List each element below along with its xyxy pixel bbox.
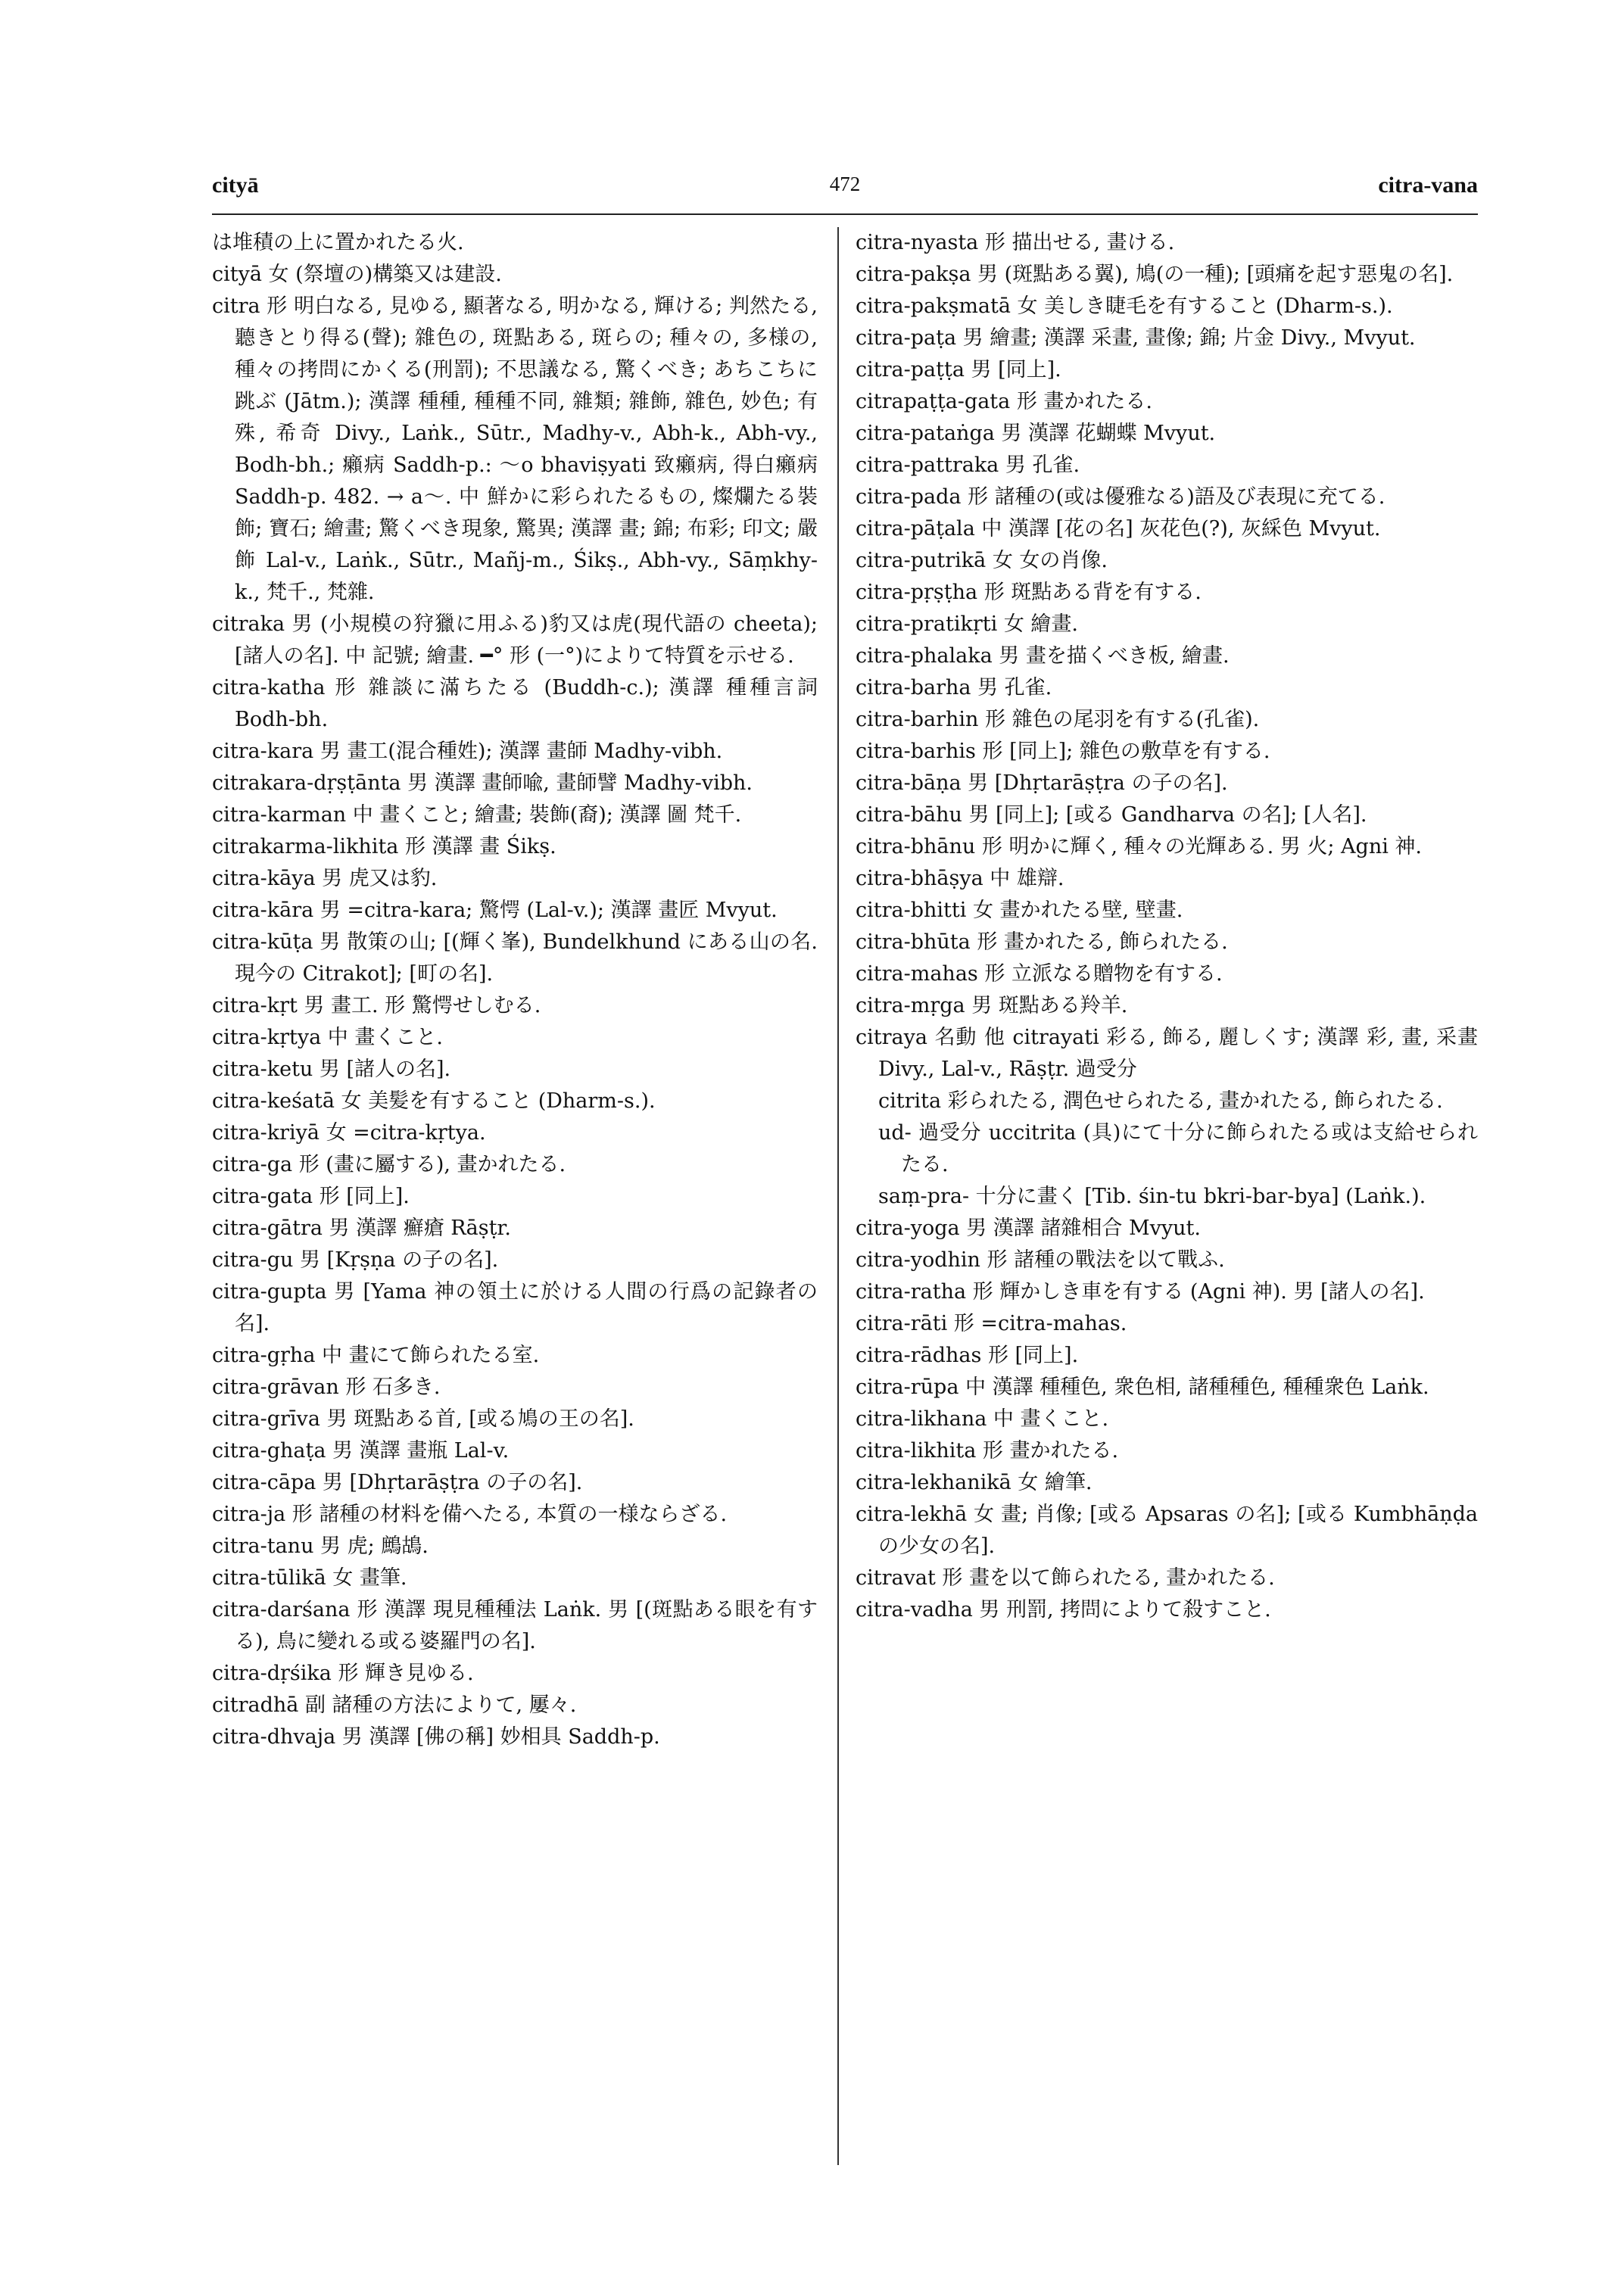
dictionary-entry: citra-gupta 男 [Yama 神の領土に於ける人間の行爲の記錄者の名]. <box>212 1280 818 1335</box>
dictionary-entry: citra-gṛha 中 畫にて飾られたる室. <box>212 1344 540 1367</box>
dictionary-entry: citra-mahas 形 立派なる贈物を有する. <box>856 962 1223 986</box>
dictionary-entry: citra-paṭṭa 男 [同上]. <box>856 358 1061 382</box>
dictionary-entry: citra 形 明白なる, 見ゆる, 顯著なる, 明かなる, 輝ける; 判然たる, 聽きとり得る(聲); 雜色の, 斑點ある, 斑らの; 種々の, 多様の, 種々の拷問にかくる(刑罰); 不思議なる, 驚くべき; あちこちに跳ぶ (Jātm.); 漢譯 種種, 種種不同, 雜類; 雜飾, 雜色, 妙色; 有殊, 希奇 Divy., Laṅk., Sūtr., Madhy-v., Abh-k., Abh-vy., Bodh-bh.; 癩病 Saddh-p.: ～o bhaviṣyati 致癩病, 得白癩病 Saddh-p. 482. → a～. 中 鮮かに彩られたるもの, 燦爛たる裝飾; 寶石; 繪畫; 驚くべき現象, 驚異; 漢譯 畫; 錦; 布彩; 印文; 嚴飾 Lal-v., Laṅk., Sūtr., Mañj-m., Śikṣ., Abh-vy., Sāṃkhy-k., 梵千., 梵雜. <box>212 294 818 604</box>
dictionary-entry: citra-kṛt 男 畫工. 形 驚愕せしむる. <box>212 994 541 1017</box>
header-rule <box>212 213 1478 215</box>
dictionary-entry: citra-yoga 男 漢譯 諸雜相合 Mvyut. <box>856 1217 1201 1240</box>
dictionary-entry: citra-pakṣa 男 (斑點ある翼), 鳩(の一種); [頭痛を起す惡鬼の名]. <box>856 263 1454 286</box>
dictionary-entry: citra-ghaṭa 男 漢譯 畫瓶 Lal-v. <box>212 1439 510 1463</box>
dictionary-entry: citra-gātra 男 漢譯 癬瘡 Rāṣṭr. <box>212 1217 511 1240</box>
dictionary-entry: citra-dṛśika 形 輝き見ゆる. <box>212 1662 474 1685</box>
dictionary-entry: citra-tūlikā 女 畫筆. <box>212 1566 407 1590</box>
dictionary-entry: は堆積の上に置かれたる火. <box>212 231 464 254</box>
dictionary-entry: citra-likhita 形 畫かれたる. <box>856 1439 1119 1463</box>
dictionary-entry: citra-bhāṣya 中 雄辯. <box>856 867 1064 890</box>
dictionary-entry: citraka 男 (小規模の狩獵に用ふる)豹又は虎(現代語の cheeta); [諸人の名]. 中 記號; 繪畫. ━° 形 (一°)によりて特質を示せる. <box>212 612 818 668</box>
dictionary-entry: citra-paṭa 男 繪畫; 漢譯 采畫, 畫像; 錦; 片金 Divy., Mvyut. <box>856 326 1416 350</box>
dictionary-entry: citra-pataṅga 男 漢譯 花蝴蝶 Mvyut. <box>856 422 1216 445</box>
left-column <box>212 227 818 2180</box>
dictionary-entry: citra-pattraka 男 孔雀. <box>856 453 1080 477</box>
dictionary-entry: citra-ratha 形 輝かしき車を有する (Agni 神). 男 [諸人の名]. <box>856 1280 1425 1304</box>
dictionary-entry: citra-dhvaja 男 漢譯 [佛の稱] 妙相具 Saddh-p. <box>212 1725 660 1749</box>
dictionary-entry: citra-rāti 形 =citra-mahas. <box>856 1312 1127 1335</box>
dictionary-entry: citra-ketu 男 [諸人の名]. <box>212 1058 451 1081</box>
dictionary-entry: citra-barha 男 孔雀. <box>856 676 1052 699</box>
dictionary-subentry: saṃ-pra- 十分に畫く [Tib. śin-tu bkri-bar-bya] (Laṅk.). <box>878 1185 1426 1208</box>
column-divider <box>837 227 839 2165</box>
dictionary-entry: citravat 形 畫を以て飾られたる, 畫かれたる. <box>856 1566 1275 1590</box>
right-column <box>856 227 1478 2180</box>
dictionary-entry: citra-gu 男 [Kṛṣṇa の子の名]. <box>212 1248 499 1272</box>
dictionary-entry: citra-bhitti 女 畫かれたる壁, 壁畫. <box>856 899 1183 922</box>
dictionary-entry: citra-nyasta 形 描出せる, 畫ける. <box>856 231 1175 254</box>
dictionary-entry: citra-bhūta 形 畫かれたる, 飾られたる. <box>856 930 1228 954</box>
dictionary-entry: citra-kāya 男 虎又は豹. <box>212 867 438 890</box>
right-running-headword: citra-vana <box>1378 173 1478 198</box>
dictionary-entry: citra-lekhā 女 畫; 肖像; [或る Apsaras の名]; [或る Kumbhāṇḍa の少女の名]. <box>856 1503 1478 1558</box>
dictionary-entry: citra-darśana 形 漢譯 現見種種法 Laṅk. 男 [(斑點ある眼を有する), 鳥に變れる或る婆羅門の名]. <box>212 1598 818 1653</box>
dictionary-subentry: ud- 過受分 uccitrita (具)にて十分に飾られたる或は支給せられたる. <box>878 1121 1478 1176</box>
dictionary-entry: citra-barhis 形 [同上]; 雜色の敷草を有する. <box>856 740 1270 763</box>
dictionary-entry: cityā 女 (祭壇の)構築又は建設. <box>212 263 502 286</box>
dictionary-entry: citra-tanu 男 虎; 鷓鴣. <box>212 1534 429 1558</box>
dictionary-entry: citra-bāṇa 男 [Dhṛtarāṣṭra の子の名]. <box>856 771 1228 795</box>
dictionary-entry: citra-likhana 中 畫くこと. <box>856 1407 1109 1431</box>
dictionary-entry: citra-kriyā 女 =citra-kṛtya. <box>212 1121 486 1145</box>
dictionary-entry: citra-kara 男 畫工(混合種姓); 漢譯 畫師 Madhy-vibh. <box>212 740 723 763</box>
page-header <box>212 173 1478 215</box>
page-number: 472 <box>829 173 861 195</box>
dictionary-entry: citra-kṛtya 中 畫くこと. <box>212 1026 443 1049</box>
dictionary-entry: citra-pratikṛti 女 繪畫. <box>856 612 1079 636</box>
dictionary-entry: citra-pṛṣṭha 形 斑點ある背を有する. <box>856 581 1202 604</box>
dictionary-entry: citra-putrikā 女 女の肖像. <box>856 549 1108 572</box>
left-running-headword: cityā <box>212 173 259 198</box>
dictionary-entry: citra-yodhin 形 諸種の戰法を以て戰ふ. <box>856 1248 1225 1272</box>
dictionary-entry: citra-bhānu 形 明かに輝く, 種々の光輝ある. 男 火; Agni 神. <box>856 835 1423 858</box>
dictionary-entry: citra-gata 形 [同上]. <box>212 1185 410 1208</box>
dictionary-entry: citra-ja 形 諸種の材料を備へたる, 本質の一様ならざる. <box>212 1503 728 1526</box>
dictionary-entry: citra-barhin 形 雜色の尾羽を有する(孔雀). <box>856 708 1260 731</box>
dictionary-subentry: citrita 彩られたる, 潤色せられたる, 畫かれたる, 飾られたる. <box>878 1089 1443 1113</box>
dictionary-entry: citrapaṭṭa-gata 形 畫かれたる. <box>856 390 1152 413</box>
dictionary-entry: citra-keśatā 女 美髪を有すること (Dharm-s.). <box>212 1089 656 1113</box>
dictionary-entry: citra-rādhas 形 [同上]. <box>856 1344 1079 1367</box>
dictionary-entry: citrakarma-likhita 形 漢譯 畫 Śikṣ. <box>212 835 556 858</box>
dictionary-entry: citra-cāpa 男 [Dhṛtarāṣṭra の子の名]. <box>212 1471 583 1494</box>
dictionary-entry: citra-kāra 男 =citra-kara; 驚愕 (Lal-v.); 漢譯 畫匠 Mvyut. <box>212 899 778 922</box>
dictionary-entry: citra-pāṭala 中 漢譯 [花の名] 灰花色(?), 灰綵色 Mvyut. <box>856 517 1381 541</box>
dictionary-entry: citra-bāhu 男 [同上]; [或る Gandharva の名]; [人名]. <box>856 803 1367 827</box>
dictionary-entry: citra-phalaka 男 畫を描くべき板, 繪畫. <box>856 644 1230 668</box>
dictionary-entry: citra-karman 中 畫くこと; 繪畫; 裝飾(裔); 漢譯 圖 梵千. <box>212 803 742 827</box>
dictionary-entry: citrakara-dṛṣṭānta 男 漢譯 畫師喩, 畫師譬 Madhy-vibh. <box>212 771 753 795</box>
dictionary-entry: citra-kūṭa 男 散策の山; [(輝く峯), Bundelkhund にある山の名. 現今の Citrakot]; [町の名]. <box>212 930 818 986</box>
dictionary-entry: citra-ga 形 (畫に屬する), 畫かれたる. <box>212 1153 566 1176</box>
dictionary-entry: citra-rūpa 中 漢譯 種種色, 衆色相, 諸種種色, 種種衆色 Laṅk. <box>856 1375 1429 1399</box>
dictionary-entry: citra-mṛga 男 斑點ある羚羊. <box>856 994 1128 1017</box>
dictionary-entry: citra-pakṣmatā 女 美しき睫毛を有すること (Dharm-s.). <box>856 294 1393 318</box>
dictionary-entry: citra-lekhanikā 女 繪筆. <box>856 1471 1093 1494</box>
dictionary-entry: citradhā 副 諸種の方法によりて, 屢々. <box>212 1693 577 1717</box>
dictionary-entry: citra-grāvan 形 石多き. <box>212 1375 441 1399</box>
dictionary-entry: citra-katha 形 雜談に滿ちたる (Buddh-c.); 漢譯 種種言詞 Bodh-bh. <box>212 676 818 731</box>
dictionary-entry: citra-vadha 男 刑罰, 拷問によりて殺すこと. <box>856 1598 1271 1622</box>
dictionary-entry: citraya 名動 他 citrayati 彩る, 飾る, 麗しくす; 漢譯 彩, 畫, 采畫 Divy., Lal-v., Rāṣṭr. 過受分 <box>856 1026 1478 1081</box>
dictionary-entry: citra-pada 形 諸種の(或は優雅なる)語及び表現に充てる. <box>856 485 1386 509</box>
dictionary-entry: citra-grīva 男 斑點ある首, [或る鳩の王の名]. <box>212 1407 634 1431</box>
